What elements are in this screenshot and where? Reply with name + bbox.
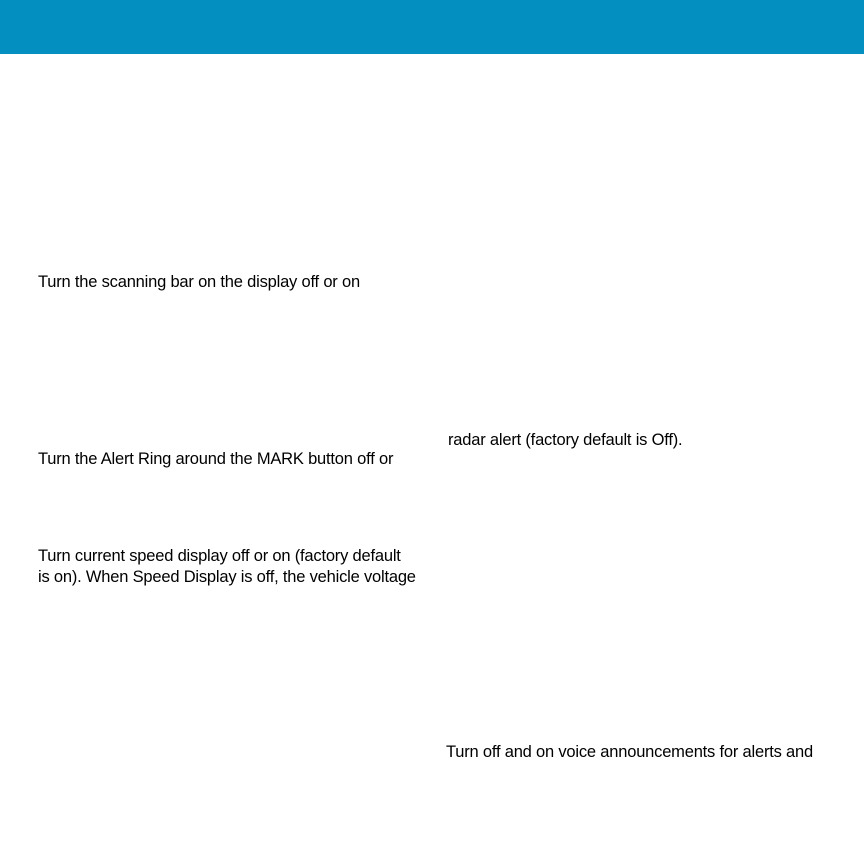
voice-announcements-description: Turn off and on voice announcements for alerts and (446, 743, 813, 761)
alert-ring-description: Turn the Alert Ring around the MARK button off or (38, 450, 394, 468)
header-bar (0, 0, 864, 54)
scanning-bar-description: Turn the scanning bar on the display off or on (38, 273, 360, 291)
speed-display-description-line-2: is on). When Speed Display is off, the vehicle voltage (38, 568, 416, 586)
speed-display-description-line-1: Turn current speed display off or on (factory default (38, 547, 401, 565)
radar-alert-description: radar alert (factory default is Off). (448, 431, 683, 449)
